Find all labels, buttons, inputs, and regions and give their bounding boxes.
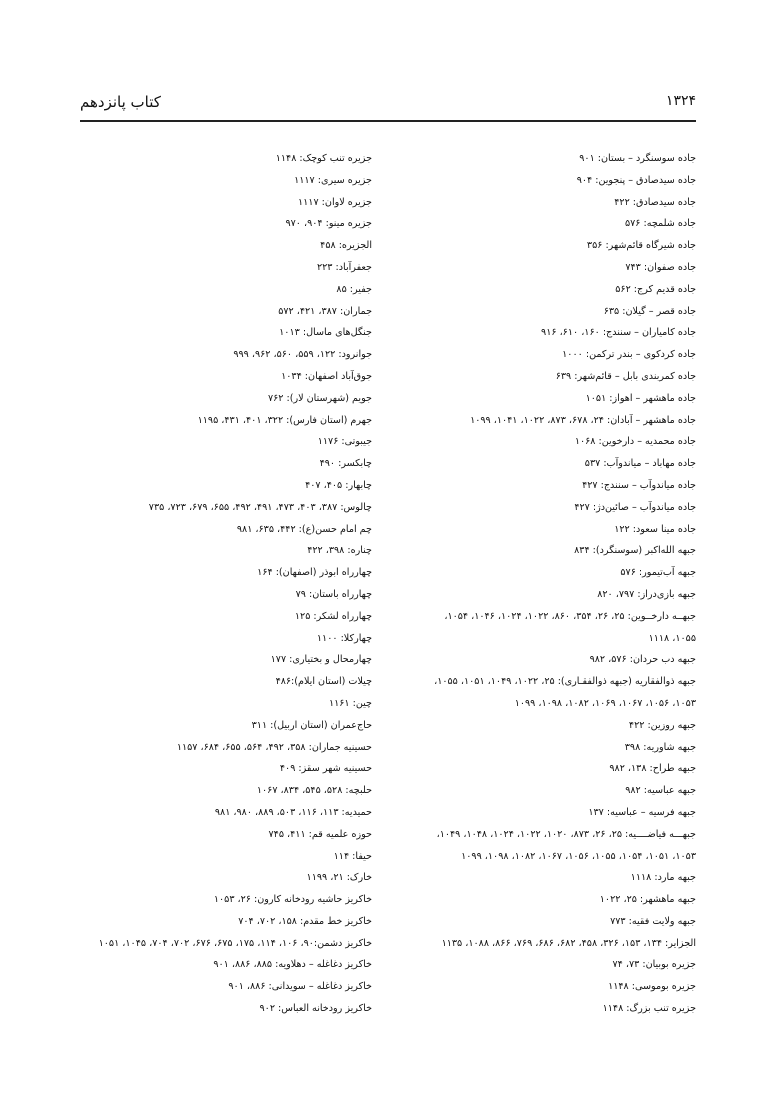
index-entry: جیبوتی: ۱۱۷۶ [317,436,372,448]
index-column-right [395,148,696,1020]
index-entry: جبهه ذوالفقاریه (جبهه ذوالفقـاری): ۲۵، ۱۰۲۲، ۱۰۴۹، ۱۰۵۱، ۱۰۵۵، [434,676,696,688]
index-entry: جبهه فرسیه – عباسیه: ۱۳۷ [588,806,696,818]
index-entry: حیفا: ۱۱۴ [333,850,372,862]
book-title: کتاب پانزدهم [80,93,161,111]
index-entry: جزیره تنب کوچک: ۱۱۴۸ [275,153,372,164]
index-entry: حلبچه: ۵۲۸، ۵۴۵، ۸۳۴، ۱۰۶۷ [256,785,372,797]
index-entry: حاج‌عمران (استان اربیل): ۳۱۱ [251,719,372,731]
index-entry: چابکسر: ۴۹۰ [319,458,372,470]
index-entry: جاده کمربندی بابل – قائم‌شهر: ۶۳۹ [555,370,696,382]
index-entry: جاده میاندوآب – سنندج: ۴۲۷ [582,479,696,491]
index-entry: جوق‌آباد اصفهان: ۱۰۳۴ [281,370,372,382]
index-entry: جاده میاندوآب – صائین‌دژ: ۴۲۷ [574,501,696,513]
index-entry: جبهه آب‌تیمور: ۵۷۶ [620,567,696,579]
index-entry: جاده سیدصادق: ۴۲۲ [614,196,696,208]
index-entry: جهرم (استان فارس): ۳۲۲، ۴۰۱، ۴۳۱، ۱۱۹۵ [197,414,372,426]
index-entry: جزیره بوبیان: ۷۳، ۷۴ [612,959,696,971]
index-entry: جبهه ماهشهر: ۲۵، ۱۰۲۲ [599,894,696,906]
index-entry: جاده ماهشهر – آبادان: ۲۴، ۶۷۸، ۸۷۳، ۱۰۲۲، ۱۰۴۱، ۱۰۹۹ [470,414,696,426]
index-entry: جوانرود: ۱۲۲، ۵۵۹، ۵۶۰، ۹۶۲، ۹۹۹ [233,349,372,361]
index-entry: خاکریز دغاغله – دهلاویه: ۸۸۵، ۸۸۶، ۹۰۱ [213,959,372,971]
index-entry: الجزیره: ۴۵۸ [320,240,372,252]
index-entry: جعفرآباد: ۲۲۳ [317,261,372,273]
index-entry: جزیره بوموسی: ۱۱۴۸ [608,981,696,993]
index-entry: خاکریز حاشیه رودخانه کارون: ۲۶، ۱۰۵۳ [213,894,372,906]
index-entry: جماران: ۳۸۷، ۴۲۱، ۵۷۲ [278,305,372,317]
index-entry: چهارکلا: ۱۱۰۰ [316,632,372,644]
index-entry: جاده مینا سعود: ۱۲۲ [614,523,696,535]
index-entry: جاده قصر – گیلان: ۶۳۵ [603,305,696,317]
index-entry: ۱۰۵۳، ۱۰۵۶، ۱۰۶۷، ۱۰۶۹، ۱۰۸۲، ۱۰۹۸، ۱۰۹۹ [514,697,696,709]
index-entry: جزیره مینو: ۹۰۴، ۹۷۰ [285,218,372,230]
index-entry: خاکریز دشمن:۹۰، ۱۰۶، ۱۱۴، ۱۷۵، ۶۷۵، ۶۷۶، ۷۰۲، ۷۰۴، ۱۰۴۵، ۱۰۵۱ [98,937,372,949]
index-entry: خاکریز دغاغله – سویدانی: ۸۸۶، ۹۰۱ [228,981,372,993]
index-entry: جزیره لاوان: ۱۱۱۷ [298,196,372,208]
index-entry: چهارراه باستان: ۷۹ [295,588,372,600]
index-entry: جاده مهاباد – میاندوآب: ۵۳۷ [584,458,696,470]
index-entry: الجزایر: ۱۳۴، ۱۵۳، ۳۲۶، ۴۵۸، ۶۸۲، ۶۸۶، ۷۶۹، ۸۶۶، ۱۰۸۸، ۱۱۳۵ [441,937,696,949]
index-entry: چهارراه لشکر: ۱۲۵ [294,610,372,622]
index-column-left [80,148,372,1020]
index-entry: ۱۰۵۵، ۱۱۱۸ [648,632,696,644]
index-entry: چالوس: ۳۸۷، ۴۰۳، ۴۷۳، ۴۹۱، ۴۹۲، ۶۵۵، ۶۷۹، ۷۲۳، ۷۳۵ [148,501,372,513]
index-entry: چابهار: ۴۰۵، ۴۰۷ [305,479,372,491]
index-entry: جبهه بازی‌دراز: ۷۹۷، ۸۲۰ [597,588,696,600]
index-entry: چیلات (استان ایلام):۴۸۶ [275,676,372,688]
index-entry: جبهه روزین: ۴۲۲ [628,719,696,731]
index-entry: چم امام حسن(ع): ۴۴۲، ۶۳۵، ۹۸۱ [236,523,372,535]
index-entry: جزیره تنب بزرگ: ۱۱۴۸ [602,1003,696,1015]
page-header [80,93,696,119]
page-number: ۱۳۲۴ [665,93,696,109]
index-entry: جنگل‌های ماسال: ۱۰۱۳ [279,327,372,339]
header-rule [80,120,696,122]
index-entry: جاده قدیم کرج: ۵۶۲ [615,283,696,295]
index-entry: جبهه ولایت فقیه: ۷۷۳ [610,915,696,927]
index-entry: جبهه الله‌اکبر (سوسنگرد): ۸۳۴ [574,545,696,557]
index-entry: حسینیه شهر سقز: ۴۰۹ [279,763,372,775]
index-entry: حمیدیه: ۱۱۳، ۱۱۶، ۵۰۳، ۸۸۹، ۹۸۰، ۹۸۱ [214,806,372,818]
index-entry: جبهه طراح: ۱۳۸، ۹۸۲ [609,763,696,775]
index-entry: چهارمحال و بختیاری: ۱۷۷ [270,654,372,666]
index-entry: جاده کامیاران – سنندج: ۱۶۰، ۶۱۰، ۹۱۶ [541,327,696,339]
index-entry: جاده شیرگاه قائم‌شهر: ۳۵۶ [586,240,696,252]
index-entry: جاده محمدیه – دارخوین: ۱۰۶۸ [574,436,696,448]
index-entry: جبهه شاوریه: ۳۹۸ [624,741,696,753]
index-entry: جاده شلمچه: ۵۷۶ [624,218,696,230]
index-entry: چهارراه ابوذر (اصفهان): ۱۶۴ [257,567,372,579]
index-entry: خارک: ۲۱، ۱۱۹۹ [306,872,372,884]
index-entry: جاده سوسنگرد – بستان: ۹۰۱ [579,153,696,164]
index-entry: جویم (شهرستان لار): ۷۶۲ [267,392,372,404]
index-entry: جبهه دب حردان: ۵۷۶، ۹۸۲ [589,654,696,666]
index-entry: جبهـــه فیاضــــیه: ۲۵، ۲۶، ۸۷۳، ۱۰۲۰، ۱۰۲۲، ۱۰۲۴، ۱۰۴۸، ۱۰۴۹، [436,828,696,840]
index-entry: ۱۰۵۳، ۱۰۵۱، ۱۰۵۴، ۱۰۵۵، ۱۰۵۶، ۱۰۶۷، ۱۰۸۲، ۱۰۹۸، ۱۰۹۹ [461,850,696,862]
index-entry: حسینیه جماران: ۳۵۸، ۴۹۲، ۵۶۴، ۶۵۵، ۶۸۴، ۱۱۵۷ [176,741,372,753]
index-entry: جبهه مارد: ۱۱۱۸ [630,872,696,884]
index-entry: جبهــه دارخــوین: ۲۵، ۲۶، ۳۵۴، ۸۶۰، ۱۰۲۲، ۱۰۲۴، ۱۰۴۶، ۱۰۵۴، [444,610,696,622]
index-entry: جاده ماهشهر – اهواز: ۱۰۵۱ [585,392,696,404]
index-entry: جزیره سیری: ۱۱۱۷ [294,174,372,186]
index-entry: حوزه علمیه قم: ۴۱۱، ۷۴۵ [268,828,372,840]
index-entry: خاکریز خط مقدم: ۱۵۸، ۷۰۲، ۷۰۴ [238,915,372,927]
index-entry: جفیر: ۸۵ [336,283,372,295]
index-entry: چناره: ۳۹۸، ۴۲۲ [307,545,372,557]
index-entry: جاده کردکوی – بندر ترکمن: ۱۰۰۰ [562,349,696,361]
index-entry: چین: ۱۱۶۱ [328,697,372,709]
index-entry: جاده سیدصادق – پنجوین: ۹۰۴ [576,174,696,186]
index-entry: جبهه عباسیه: ۹۸۲ [625,785,696,797]
index-entry: خاکریز رودخانه العباس: ۹۰۲ [259,1003,372,1015]
index-entry: جاده صفوان: ۷۴۳ [625,261,696,273]
